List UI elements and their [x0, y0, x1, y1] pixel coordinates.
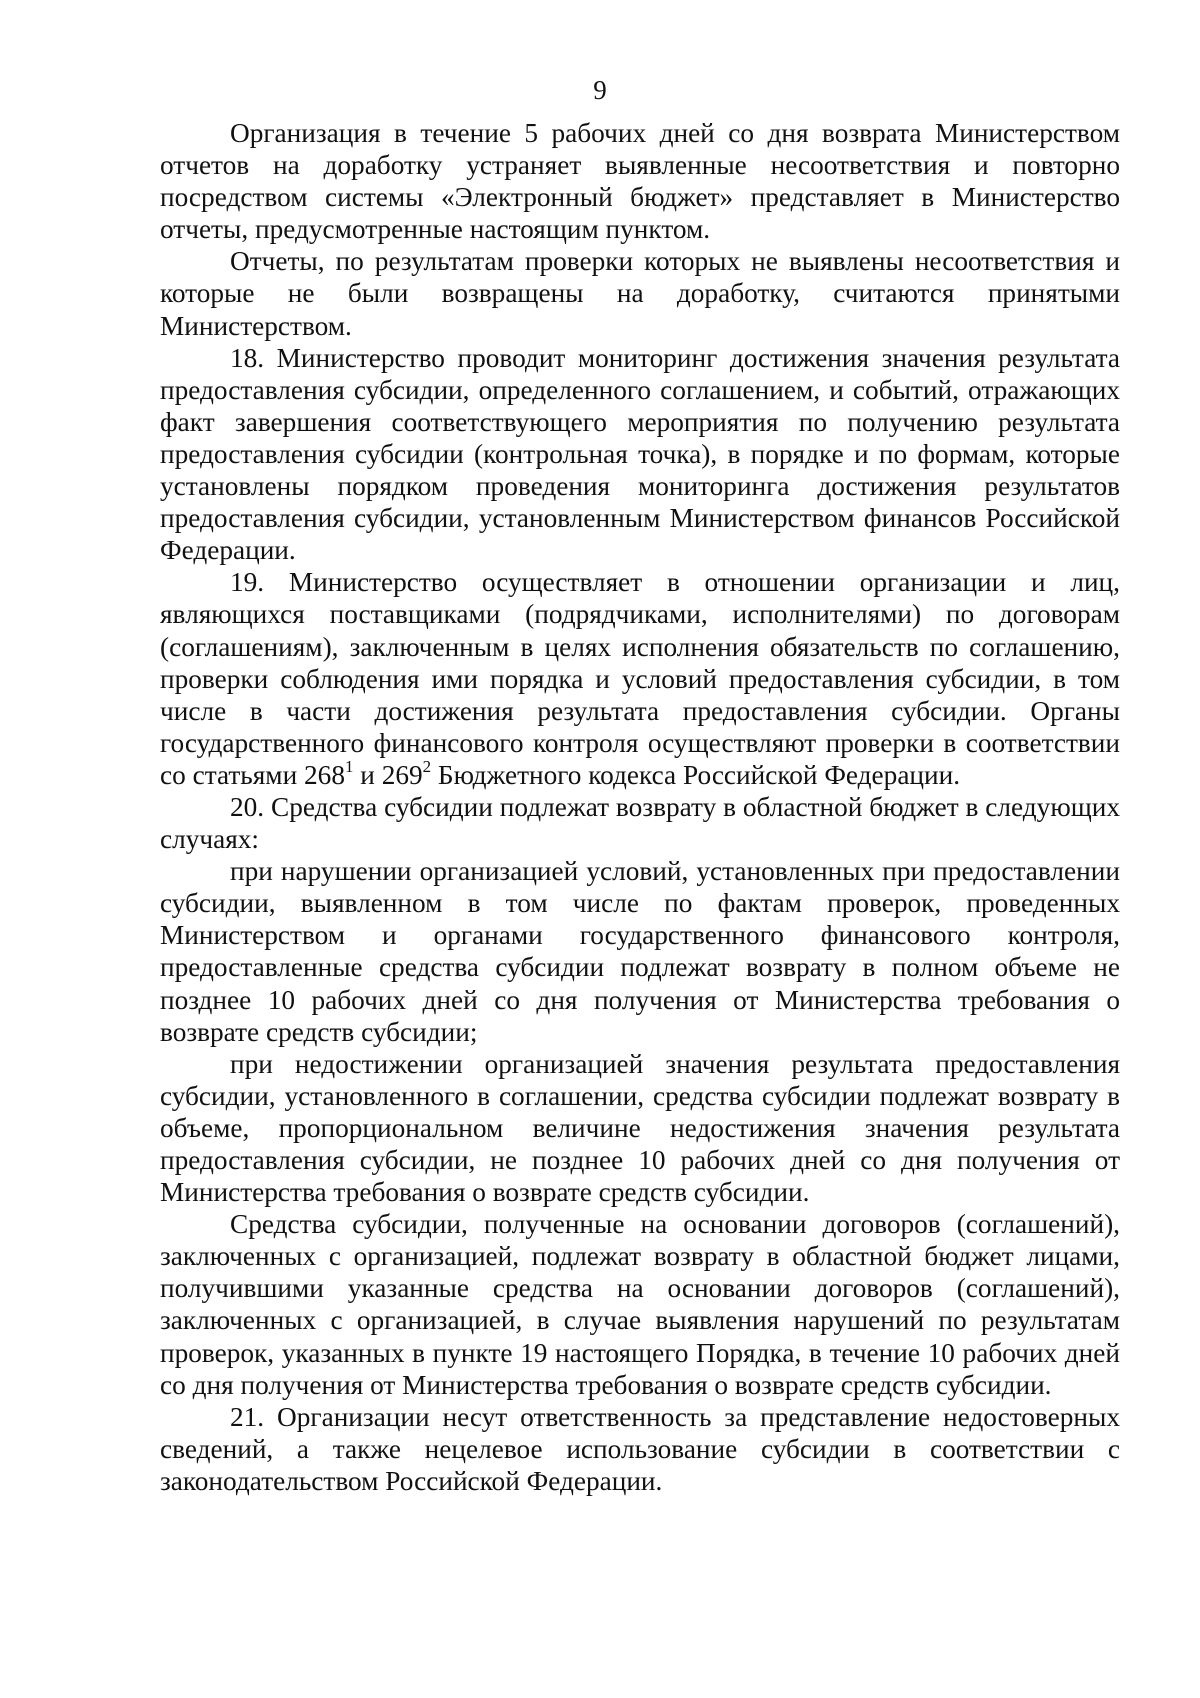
paragraph-refund-violation: при нарушении организацией условий, установленных при предоставлении субсидии, выявленном в том числе по фактам проверок, проведенных Министерством и органами государственного финансового контроля, предоставленные средства субсидии подлежат возврату в полном объеме не позднее 10 рабочих дней со дня получения от Министерства требования о возврате средств субсидии;: [160, 856, 1120, 1047]
paragraph-19-inspections: [160, 566, 1120, 791]
article-269-number: 269: [381, 759, 423, 790]
document-body: [160, 117, 1120, 1497]
article-268-superscript: 1: [344, 757, 354, 777]
paragraph-19-text-after: Бюджетного кодекса Российской Федерации.: [431, 759, 961, 790]
paragraph-18-monitoring: 18. Министерство проводит мониторинг достижения значения результата предоставления субсидии, определенного соглашением, и событий, отражающих факт завершения соответствующего мероприятия по получению результата предоставления субсидии (контрольная точка), в порядке и по формам, которые установлены порядком проведения мониторинга достижения результатов предоставления субсидии, установленным Министерством финансов Российской Федерации.: [160, 342, 1120, 566]
paragraph-20-refund-cases: 20. Средства субсидии подлежат возврату в областной бюджет в следующих случаях:: [160, 791, 1120, 855]
paragraph-report-revision: Организация в течение 5 рабочих дней со дня возврата Министерством отчетов на доработку устраняет выявленные несоответствия и повторно посредством системы «Электронный бюджет» представляет в Министерство отчеты, предусмотренные настоящим пунктом.: [160, 118, 1120, 245]
article-269-superscript: 2: [422, 757, 432, 777]
paragraph-reports-accepted: Отчеты, по результатам проверки которых не выявлены несоответствия и которые не были возвращены на доработку, считаются принятыми Министерством.: [160, 246, 1120, 341]
paragraph-21-liability: 21. Организации несут ответственность за представление недостоверных сведений, а также нецелевое использование субсидии в соответствии с законодательством Российской Федерации.: [160, 1401, 1120, 1496]
page-number: 9: [593, 75, 607, 105]
paragraph-19-text-between: и: [353, 759, 382, 790]
paragraph-refund-contract-parties: Средства субсидии, полученные на основании договоров (соглашений), заключенных с организацией, подлежат возврату в областной бюджет лицами, получившими указанные средства на основании договоров (соглашений), заключенных с организацией, в случае выявления нарушений по результатам проверок, указанных в пункте 19 настоящего Порядка, в течение 10 рабочих дней со дня получения от Министерства требования о возврате средств субсидии.: [160, 1209, 1120, 1400]
paragraph-19-text-before: 19. Министерство осуществляет в отношении организации и лиц, являющихся поставщиками (подрядчиками, исполнителями) по договорам (соглашениям), заключенным в целях исполнения обязательств по соглашению, проверки соблюдения ими порядка и условий предоставления субсидии, в том числе в части достижения результата предоставления субсидии. Органы государственного финансового контроля осуществляют проверки в соответствии со статьями: [160, 567, 1120, 790]
article-268-number: 268: [304, 759, 345, 790]
paragraph-refund-result-shortfall: при недостижении организацией значения результата предоставления субсидии, установленного в соглашении, средства субсидии подлежат возврату в объеме, пропорциональном величине недостижения значения результата предоставления субсидии, не позднее 10 рабочих дней со дня получения от Министерства требования о возврате средств субсидии.: [160, 1048, 1120, 1208]
